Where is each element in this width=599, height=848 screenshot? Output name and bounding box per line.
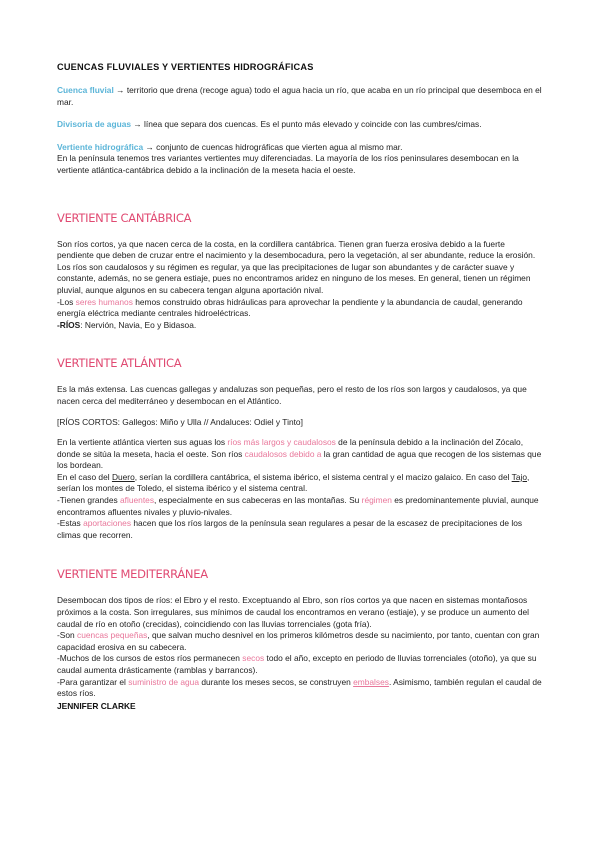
text: -Los [57, 296, 76, 307]
highlight: caudalosos debido a [244, 448, 322, 459]
section-title-atlantica: VERTIENTE ATLÁNTICA [57, 356, 182, 371]
paragraph [57, 518, 543, 541]
paragraph: Desembocan dos tipos de ríos: el Ebro y el resto. Exceptuando al Ebro, son ríos cortos ya que nacen en sistemas montañosos próximos a la costa. Son irregulares, sus mínimos de caudal los encontramos en verano (estiaje), y se produce un aumento del caudal de río en otoño (crecidas), coincidiendo con las lluvias torrenciales (gota fría). [57, 595, 530, 629]
text: En el caso del [57, 471, 112, 482]
text: de la península debido a la inclinación del Zócalo, donde se sitúa la meseta, hacia el oeste. Son ríos [57, 437, 524, 459]
paragraph [57, 495, 543, 518]
text: todo el año, excepto en periodo de lluvias torrenciales (otoño), ya que su caudal aumenta drásticamente (ramblas y barrancos). [57, 653, 537, 675]
text: : Nervión, Navia, Eo y Bidasoa. [80, 319, 197, 330]
definition-cuenca-fluvial [57, 85, 543, 108]
highlight: régimen [361, 495, 392, 506]
text: hacen que los ríos largos de la península sean regulares a pesar de la escasez de precipitaciones de los climas que recorren. [57, 518, 523, 540]
highlight: embalses [353, 676, 389, 687]
paragraph: Son ríos cortos, ya que nacen cerca de la costa, en la cordillera cantábrica. Tienen gran fuerza erosiva debido a la fuerte pendiente que deben de cruzar entre el nacimiento y la desembocadura, pero la vegetación, al ser abundante, reduce la erosión. Los ríos son caudalosos y su régimen es regular, ya que las precipitaciones de lugar son abundantes y de carácter suave y constante, además, no se genera estiaje, pues no encontramos aridez en ninguno de los meses. En general, tienen un régimen pluvial, aunque algunos en su cabecera tengan alguna aportación nival. [57, 238, 536, 295]
section-title-mediterranea: VERTIENTE MEDITERRÁNEA [57, 567, 208, 582]
definition-text: línea que separa dos cuencas. Es el punto más elevado y coincide con las cumbres/cimas. [144, 119, 482, 130]
document-page [57, 62, 543, 711]
document-title: CUENCAS FLUVIALES Y VERTIENTES HIDROGRÁFICAS [57, 62, 314, 72]
text: -Tienen grandes [57, 495, 121, 506]
highlight: afluentes [120, 495, 155, 506]
author-name: JENNIFER CLARKE [57, 700, 136, 711]
paragraph [57, 297, 543, 320]
text: hemos construido obras hidráulicas para aprovechar la pendiente y la abundancia de caudal, generando energía eléctrica mediante centrales hidroeléctricas. [57, 296, 523, 319]
text: -Muchos de los cursos de estos ríos permanecen [57, 653, 243, 664]
paragraph [57, 630, 543, 653]
text: es predominantemente pluvial, aunque encontramos afluentes nivales y pluvio-nivales. [57, 495, 539, 517]
text: En la vertiente atlántica vierten sus aguas los [57, 437, 228, 448]
definition-text: conjunto de cuencas hidrográficas que vierten agua al mismo mar. [156, 141, 403, 152]
definition-extra: En la península tenemos tres variantes vertientes muy diferenciadas. La mayoría de los ríos peninsulares desembocan en la vertiente atlántica-cantábrica debido a la inclinación de la meseta hacia el oeste. [57, 153, 519, 175]
highlight: seres humanos [75, 296, 133, 307]
arrow-icon: → [133, 119, 142, 130]
paragraph [57, 653, 543, 676]
definition-vertiente [57, 142, 543, 177]
text: , que salvan mucho desnivel en los primeros kilómetros desde su nacimiento, por tanto, cuentan con gran capacidad erosiva en su cabecera. [57, 630, 540, 652]
term-vertiente-hidrografica: Vertiente hidrográfica [57, 141, 144, 152]
term-divisoria-de-aguas: Divisoria de aguas [57, 119, 132, 130]
paragraph: Es la más extensa. Las cuencas gallegas y andaluzas son pequeñas, pero el resto de los ríos son largos y caudalosos, ya que nacen cerca del mediterráneo y desembocan en el Atlántico. [57, 384, 527, 406]
highlight: aportaciones [83, 518, 132, 529]
text: , especialmente en sus cabeceras en las montañas. Su [154, 495, 362, 506]
section-title-cantabrica: VERTIENTE CANTÁBRICA [57, 210, 192, 225]
text: -Para garantizar el [57, 676, 129, 687]
paragraph: [RÍOS CORTOS: Gallegos: Miño y Ulla // Andaluces: Odiel y Tinto] [57, 416, 303, 427]
text: , serían los montes de Toledo, el sistema ibérico y el sistema central. [57, 471, 530, 494]
paragraph [57, 472, 543, 495]
text: , serían la cordillera cantábrica, el sistema ibérico, el sistema central y el macizo galaico. En caso del [134, 471, 512, 482]
text: . Asimismo, también regulan el caudal de estos ríos. [57, 676, 542, 699]
arrow-icon: → [145, 141, 154, 152]
highlight: secos [242, 653, 265, 664]
text: -Estas [57, 518, 84, 529]
rios-label: -RÍOS [57, 319, 81, 330]
highlight: suministro de agua [128, 676, 199, 687]
highlight: cuencas pequeñas [77, 630, 148, 641]
underlined: Duero [111, 471, 135, 482]
arrow-icon: → [116, 85, 125, 95]
term-cuenca-fluvial: Cuenca fluvial [57, 85, 114, 95]
paragraph [57, 677, 543, 700]
underlined: Tajo [511, 471, 528, 482]
highlight: ríos más largos y caudalosos [227, 437, 336, 448]
definition-text: territorio que drena (recoge agua) todo el agua hacia un río, que acaba en un río principal que desemboca en el mar. [57, 85, 542, 107]
text: -Son [57, 630, 78, 641]
text: la gran cantidad de agua que recogen de los sistemas que los bordean. [57, 448, 542, 471]
definition-divisoria [57, 119, 543, 131]
text: durante los meses secos, se construyen [199, 676, 354, 687]
paragraph [57, 320, 543, 332]
paragraph [57, 437, 543, 472]
